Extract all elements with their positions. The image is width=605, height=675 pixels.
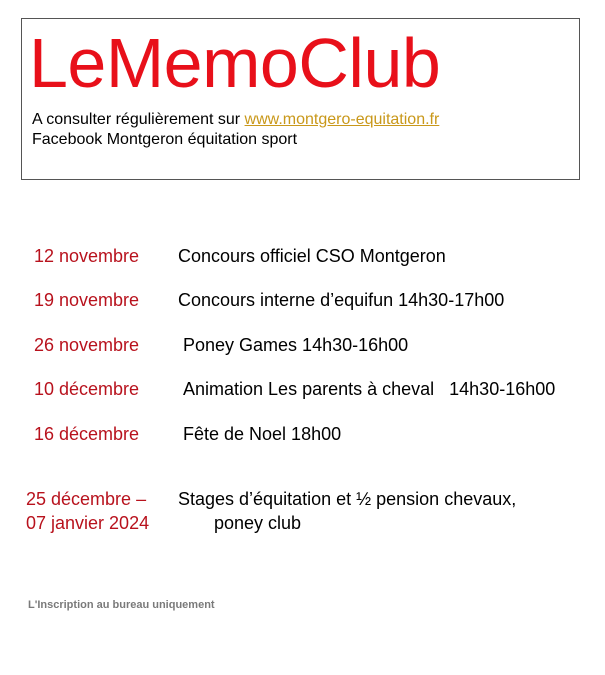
event-description: Fête de Noel 18h00 [183, 424, 342, 444]
event-description: Poney Games 14h30-16h00 [183, 335, 409, 355]
event-date: 10 décembre [34, 379, 140, 399]
event-date: 16 décembre [34, 424, 140, 444]
event-row [0, 333, 605, 357]
event-date: 12 novembre [34, 246, 140, 266]
event-date: 26 novembre [34, 335, 140, 355]
event-row [0, 244, 605, 268]
page-title: LeMemoClub [29, 24, 441, 102]
event-row [0, 422, 605, 446]
event-row [0, 377, 605, 401]
website-link[interactable]: www.montgero-equitation.fr [244, 111, 440, 128]
consult-line [32, 110, 439, 130]
event-description: Concours officiel CSO Montgeron [178, 246, 446, 266]
stage-description: Stages d’équitation et ½ pension chevaux, [178, 489, 517, 509]
footnote: L'Inscription au bureau uniquement [28, 599, 215, 611]
event-description: Animation Les parents à cheval 14h30-16h00 [183, 379, 556, 399]
facebook-line: Facebook Montgeron équitation sport [32, 131, 298, 148]
event-description: Concours interne d’equifun 14h30-17h00 [178, 290, 505, 310]
header-box [21, 18, 580, 180]
consult-prefix: A consulter régulièrement sur [32, 111, 245, 128]
event-date: 19 novembre [34, 290, 140, 310]
stage-date-start: 25 décembre – [26, 489, 147, 509]
stage-description-continued: poney club [214, 513, 302, 533]
stage-date [26, 487, 149, 535]
event-row [0, 288, 605, 312]
stage-date-end: 07 janvier 2024 [26, 513, 150, 533]
